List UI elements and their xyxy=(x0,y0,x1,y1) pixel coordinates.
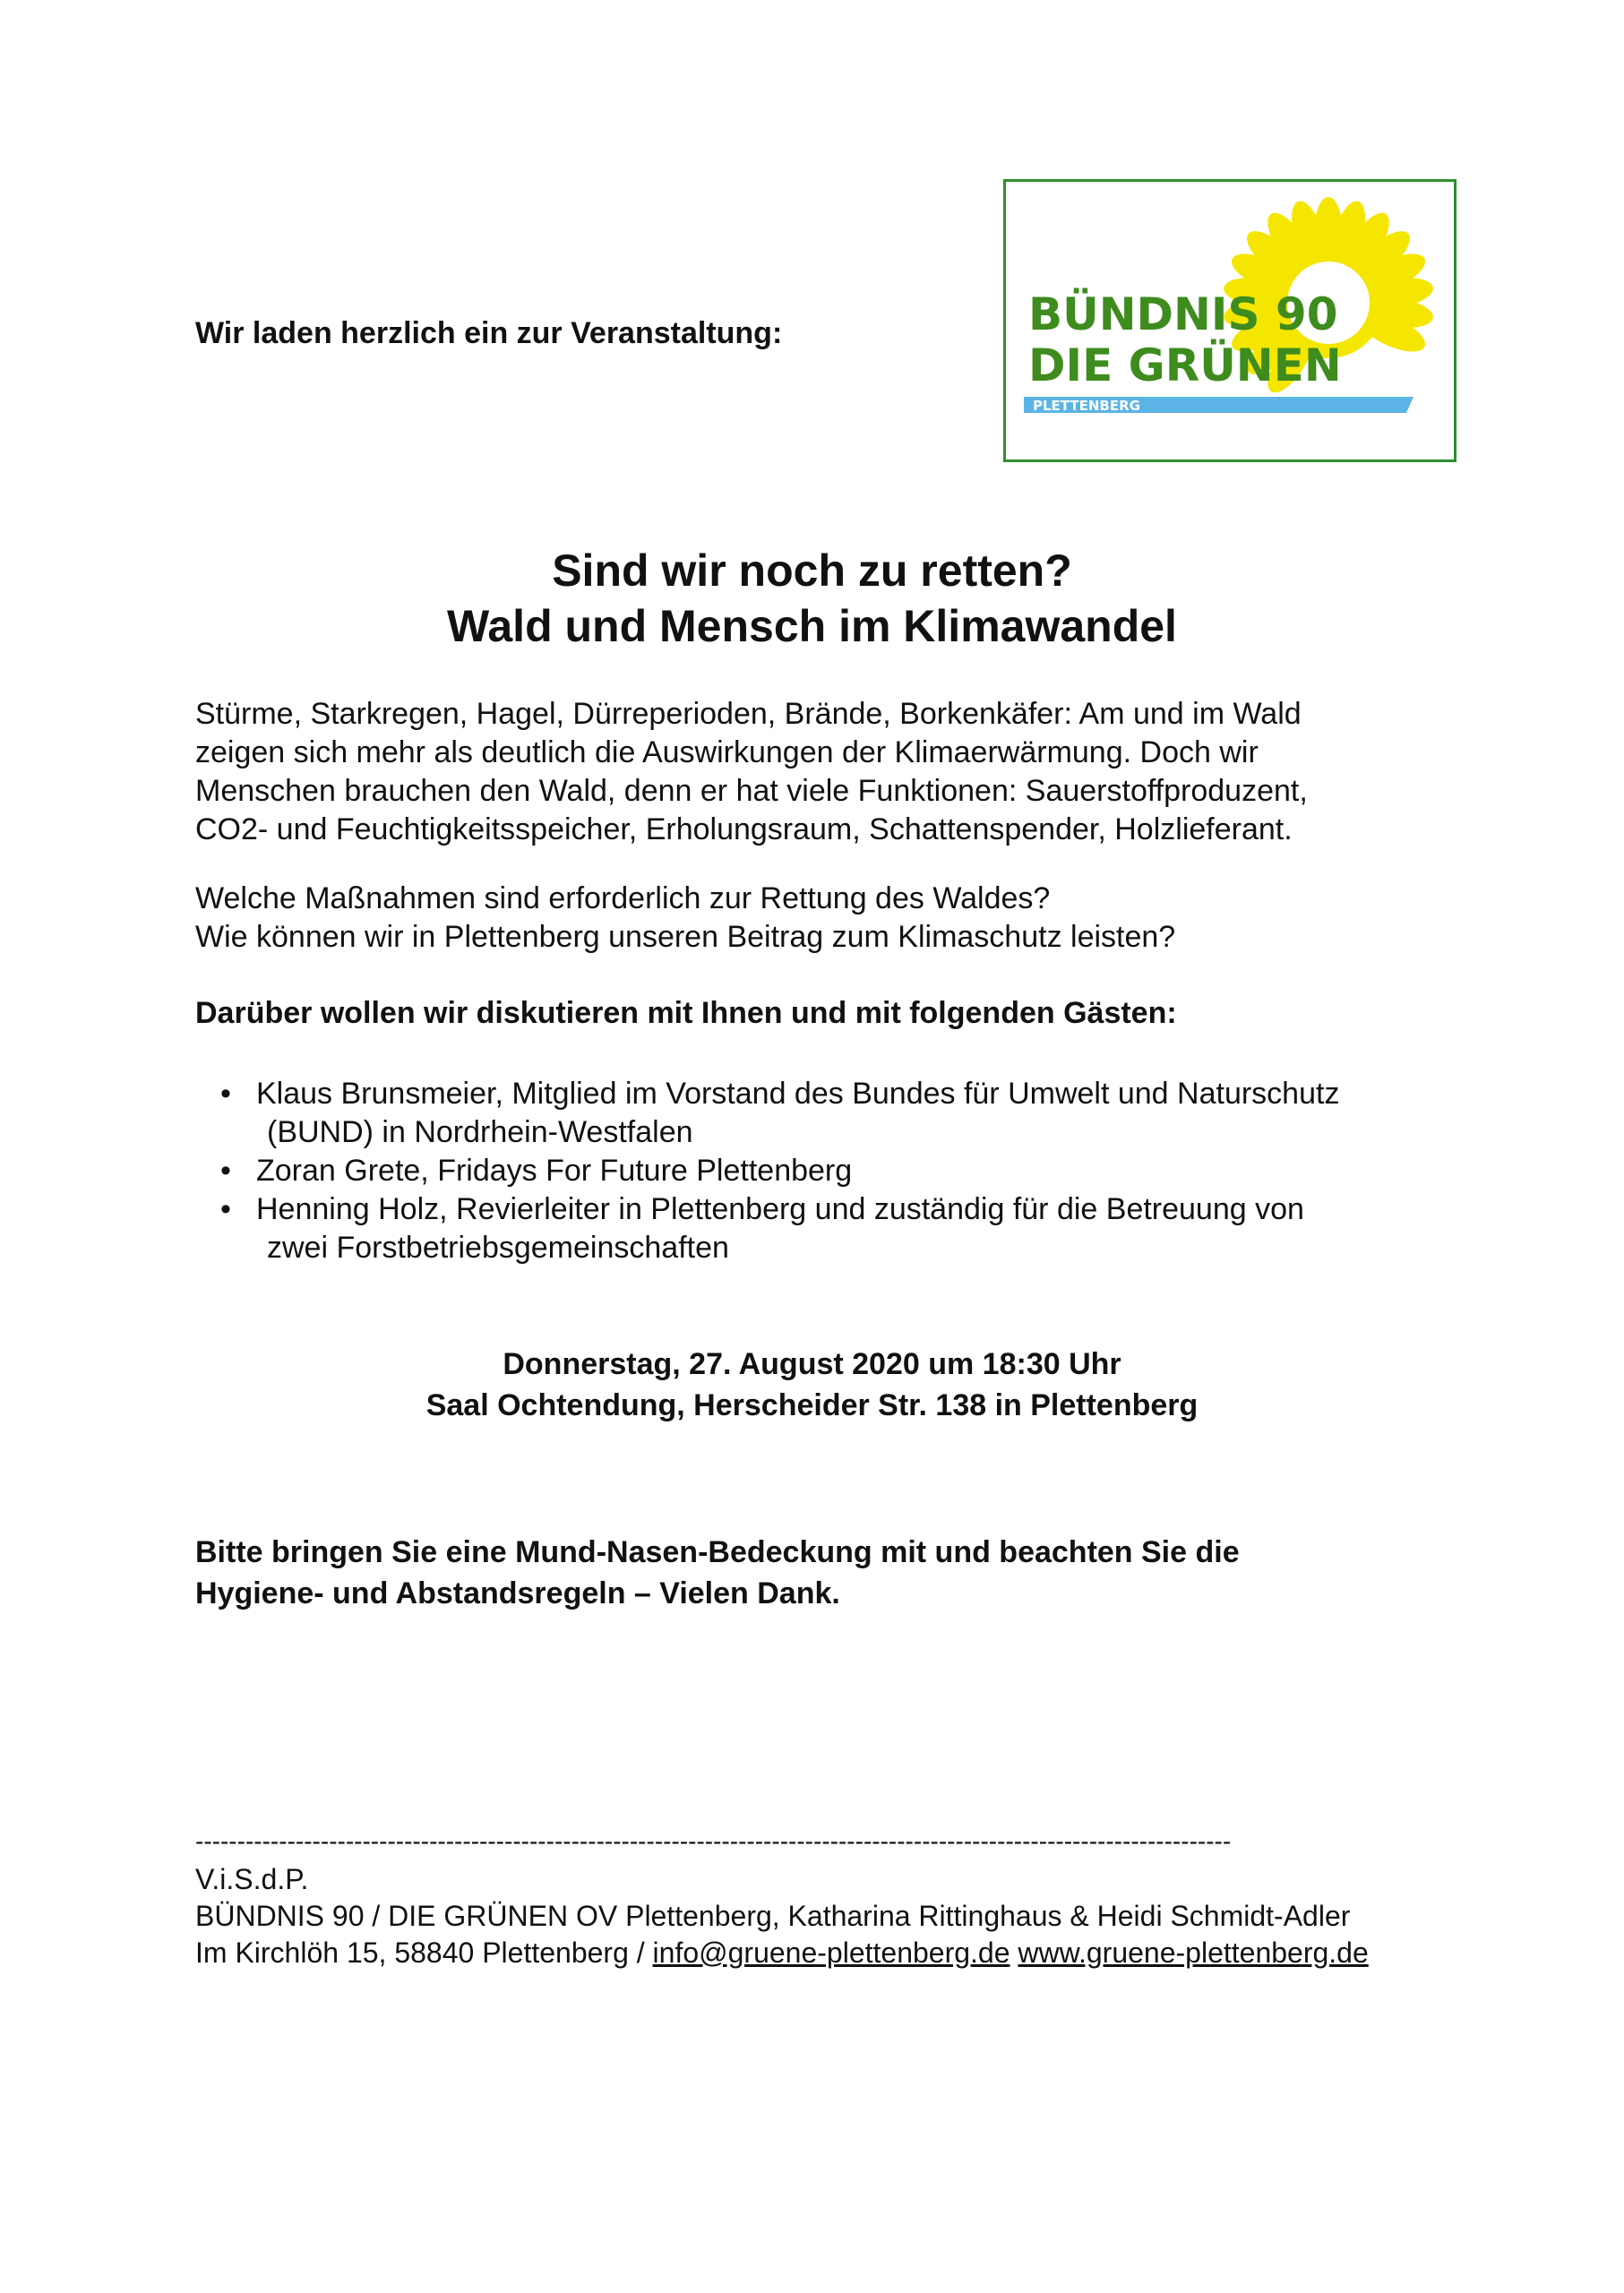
intro-paragraph xyxy=(195,695,1449,849)
logo-line-1: BÜNDNIS 90 xyxy=(1028,288,1338,340)
page-title-line-1: Sind wir noch zu retten? xyxy=(552,545,1072,596)
bullet-icon: • xyxy=(220,1077,231,1111)
intro-line: Stürme, Starkregen, Hagel, Dürreperioden, Brände, Borkenkäfer: Am und im Wald xyxy=(195,697,1302,731)
email-link[interactable]: info@gruene-plettenberg.de xyxy=(652,1937,1010,1969)
discussion-heading: Darüber wollen wir diskutieren mit Ihnen und mit folgenden Gästen: xyxy=(195,996,1177,1030)
logo-line-2: DIE GRÜNEN xyxy=(1028,339,1342,391)
notice-line: Hygiene- und Abstandsregeln – Vielen Dank. xyxy=(195,1576,840,1610)
guest-line: Henning Holz, Revierleiter in Plettenberg und zuständig für die Betreuung von xyxy=(256,1192,1304,1226)
event-details xyxy=(0,1344,1624,1426)
event-date: Donnerstag, 27. August 2020 um 18:30 Uhr xyxy=(503,1347,1121,1381)
question-line: Wie können wir in Plettenberg unseren Beitrag zum Klimaschutz leisten? xyxy=(195,920,1176,954)
guest-item xyxy=(215,1075,1469,1152)
guest-line: Klaus Brunsmeier, Mitglied im Vorstand des Bundes für Umwelt und Naturschutz xyxy=(256,1077,1340,1111)
question-line: Welche Maßnahmen sind erforderlich zur Rettung des Waldes? xyxy=(195,881,1051,915)
footer-divider: ---------------------------------------------------------------------------------------------------------------------------- xyxy=(195,1827,1232,1855)
party-logo xyxy=(1003,179,1456,462)
footer-contact xyxy=(195,1935,1467,1971)
guest-item xyxy=(215,1190,1469,1267)
footer xyxy=(195,1861,1467,1971)
guest-list xyxy=(215,1075,1469,1267)
event-place: Saal Ochtendung, Herscheider Str. 138 in Plettenberg xyxy=(425,1388,1199,1422)
bullet-icon: • xyxy=(220,1154,231,1188)
page-title-line-2: Wald und Mensch im Klimawandel xyxy=(447,601,1177,651)
intro-line: zeigen sich mehr als deutlich die Auswirkungen der Klimaerwärmung. Doch wir xyxy=(195,735,1259,769)
sunflower-logo-graphic xyxy=(1006,182,1454,459)
guest-line: (BUND) in Nordrhein-Westfalen xyxy=(267,1115,693,1149)
hygiene-notice xyxy=(195,1532,1449,1614)
website-link[interactable]: www.gruene-plettenberg.de xyxy=(1018,1937,1369,1969)
guest-line: Zoran Grete, Fridays For Future Plettenberg xyxy=(256,1154,853,1188)
footer-visdp: V.i.S.d.P. xyxy=(195,1863,309,1895)
intro-line: Menschen brauchen den Wald, denn er hat viele Funktionen: Sauerstoffproduzent, xyxy=(195,774,1308,808)
notice-line: Bitte bringen Sie eine Mund-Nasen-Bedeckung mit und beachten Sie die xyxy=(195,1535,1240,1569)
invite-text: Wir laden herzlich ein zur Veranstaltung: xyxy=(195,316,783,350)
footer-org: BÜNDNIS 90 / DIE GRÜNEN OV Plettenberg, Katharina Rittinghaus & Heidi Schmidt-Adler xyxy=(195,1900,1351,1932)
questions-paragraph xyxy=(195,880,1449,957)
bullet-icon: • xyxy=(220,1192,231,1226)
guest-line: zwei Forstbetriebsgemeinschaften xyxy=(267,1231,729,1265)
footer-address: Im Kirchlöh 15, 58840 Plettenberg / xyxy=(195,1937,653,1969)
guest-item xyxy=(215,1152,1469,1190)
logo-location: PLETTENBERG xyxy=(1033,398,1140,414)
intro-line: CO2- und Feuchtigkeitsspeicher, Erholungsraum, Schattenspender, Holzlieferant. xyxy=(195,812,1293,846)
